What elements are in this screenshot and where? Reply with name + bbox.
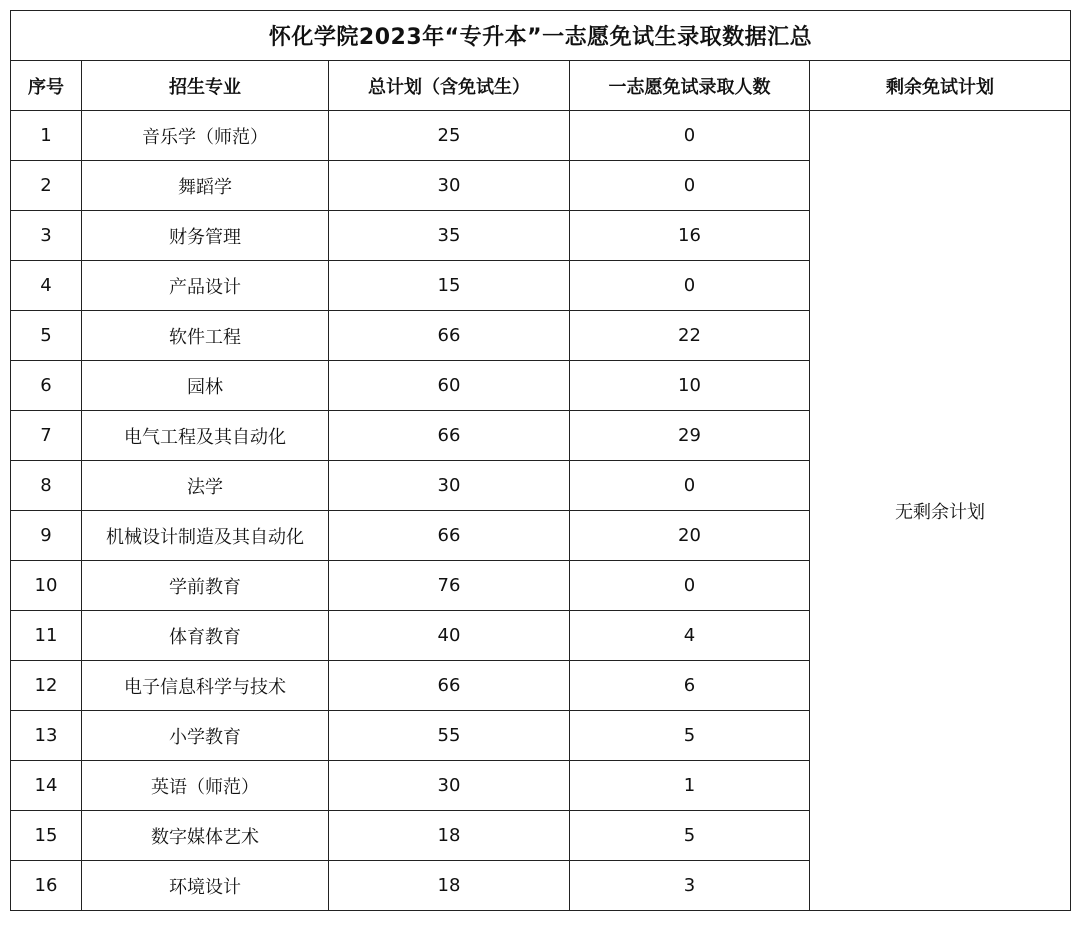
cell-seq: 16: [11, 861, 82, 911]
cell-plan: 35: [329, 211, 570, 261]
admission-table: [10, 10, 1071, 911]
cell-plan: 18: [329, 811, 570, 861]
cell-major: 数字媒体艺术: [82, 811, 329, 861]
cell-seq: 13: [11, 711, 82, 761]
cell-major: 舞蹈学: [82, 161, 329, 211]
cell-admitted: 0: [570, 161, 810, 211]
cell-plan: 30: [329, 761, 570, 811]
cell-admitted: 0: [570, 261, 810, 311]
cell-major: 财务管理: [82, 211, 329, 261]
cell-seq: 5: [11, 311, 82, 361]
cell-major: 环境设计: [82, 861, 329, 911]
cell-major: 园林: [82, 361, 329, 411]
cell-admitted: 22: [570, 311, 810, 361]
header-major: 招生专业: [82, 61, 329, 111]
cell-major: 学前教育: [82, 561, 329, 611]
cell-plan: 76: [329, 561, 570, 611]
cell-admitted: 20: [570, 511, 810, 561]
cell-admitted: 0: [570, 461, 810, 511]
cell-admitted: 10: [570, 361, 810, 411]
cell-plan: 66: [329, 661, 570, 711]
cell-major: 电气工程及其自动化: [82, 411, 329, 461]
cell-major: 法学: [82, 461, 329, 511]
table-title: 怀化学院2023年“专升本”一志愿免试生录取数据汇总: [11, 11, 1071, 61]
cell-plan: 40: [329, 611, 570, 661]
cell-seq: 15: [11, 811, 82, 861]
table-row: [11, 111, 1071, 161]
cell-admitted: 5: [570, 811, 810, 861]
cell-plan: 15: [329, 261, 570, 311]
cell-plan: 66: [329, 411, 570, 461]
cell-seq: 7: [11, 411, 82, 461]
cell-major: 英语（师范）: [82, 761, 329, 811]
cell-major: 音乐学（师范）: [82, 111, 329, 161]
admission-summary-sheet: [10, 10, 1070, 925]
header-seq: 序号: [11, 61, 82, 111]
title-row: [11, 11, 1071, 61]
cell-admitted: 29: [570, 411, 810, 461]
cell-major: 产品设计: [82, 261, 329, 311]
cell-admitted: 4: [570, 611, 810, 661]
cell-admitted: 6: [570, 661, 810, 711]
cell-plan: 66: [329, 511, 570, 561]
cell-admitted: 0: [570, 111, 810, 161]
cell-admitted: 16: [570, 211, 810, 261]
cell-seq: 3: [11, 211, 82, 261]
header-plan: 总计划（含免试生）: [329, 61, 570, 111]
header-remaining: 剩余免试计划: [810, 61, 1071, 111]
header-row: [11, 61, 1071, 111]
cell-major: 软件工程: [82, 311, 329, 361]
header-admitted: 一志愿免试录取人数: [570, 61, 810, 111]
cell-admitted: 0: [570, 561, 810, 611]
cell-plan: 30: [329, 161, 570, 211]
cell-seq: 4: [11, 261, 82, 311]
cell-plan: 25: [329, 111, 570, 161]
cell-seq: 2: [11, 161, 82, 211]
cell-seq: 9: [11, 511, 82, 561]
cell-seq: 6: [11, 361, 82, 411]
cell-major: 机械设计制造及其自动化: [82, 511, 329, 561]
cell-plan: 18: [329, 861, 570, 911]
cell-plan: 60: [329, 361, 570, 411]
cell-seq: 1: [11, 111, 82, 161]
cell-seq: 14: [11, 761, 82, 811]
cell-admitted: 5: [570, 711, 810, 761]
cell-plan: 30: [329, 461, 570, 511]
cell-major: 电子信息科学与技术: [82, 661, 329, 711]
remaining-plan-note: 无剩余计划: [810, 111, 1071, 911]
cell-seq: 10: [11, 561, 82, 611]
cell-major: 小学教育: [82, 711, 329, 761]
cell-admitted: 3: [570, 861, 810, 911]
cell-plan: 66: [329, 311, 570, 361]
cell-admitted: 1: [570, 761, 810, 811]
cell-seq: 12: [11, 661, 82, 711]
cell-major: 体育教育: [82, 611, 329, 661]
cell-seq: 8: [11, 461, 82, 511]
cell-seq: 11: [11, 611, 82, 661]
cell-plan: 55: [329, 711, 570, 761]
